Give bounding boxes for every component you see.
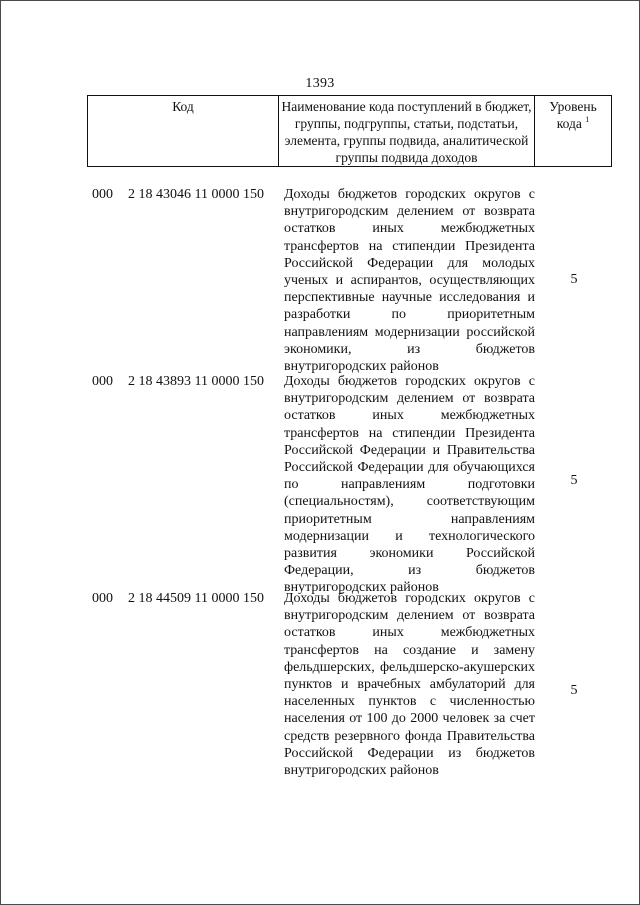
page-number: 1393: [305, 76, 335, 91]
header-level-label: Уровень кода: [549, 99, 597, 131]
table-header-row: [88, 96, 612, 167]
row-level: 5: [570, 272, 578, 287]
table-row: [87, 590, 610, 806]
header-code-label: Код: [172, 99, 194, 114]
row-prefix: 000: [92, 374, 113, 389]
table-header: [87, 95, 612, 167]
row-prefix: 000: [92, 187, 113, 202]
header-name-label: Наименование кода поступлений в бюджет, группы, подгруппы, статьи, подстатьи, элемента, группы подвида, аналитической группы подвида доходов: [281, 99, 532, 165]
row-level: 5: [570, 683, 578, 698]
table-row: [87, 373, 610, 596]
header-name-cell: [279, 96, 535, 167]
row-code: 2 18 44509 11 0000 150: [128, 591, 264, 606]
row-description: Доходы бюджетов городских округов с внутригородским делением от возврата остатков иных межбюджетных трансфертов на стипендии Президента Российской Федерации для молодых ученых и аспирантов, осуществляющих перспективные научные исследования и разработки по приоритетным направлениям модернизации российской экономики, из бюджетов внутригородских районов: [284, 187, 535, 375]
header-code-cell: [88, 96, 279, 167]
row-description: Доходы бюджетов городских округов с внутригородским делением от возврата остатков иных межбюджетных трансфертов на создание и замену фельдшерских, фельдшерско-акушерских пунктов и врачебных амбулаторий для населенных пунктов с численностью населения от 100 до 2000 человек за счет средств резервного фонда Правительства Российской Федерации из бюджетов внутригородских районов: [284, 591, 535, 779]
header-level-cell: [535, 96, 612, 167]
row-code: 2 18 43046 11 0000 150: [128, 187, 264, 202]
row-description: Доходы бюджетов городских округов с внутригородским делением от возврата остатков иных межбюджетных трансфертов на стипендии Президента Российской Федерации и Правительства Российской Федерации для обучающихся по направлениям подготовки (специальностям), соответствующим приоритетным направлениям модернизации и технологического развития экономики Российской Федерации, из бюджетов внутригородских районов: [284, 374, 535, 596]
row-prefix: 000: [92, 591, 113, 606]
header-level-wrap: [535, 96, 611, 132]
table-row: [87, 186, 610, 375]
row-code: 2 18 43893 11 0000 150: [128, 374, 264, 389]
header-level-footnote: 1: [585, 115, 590, 124]
row-level: 5: [570, 473, 578, 488]
